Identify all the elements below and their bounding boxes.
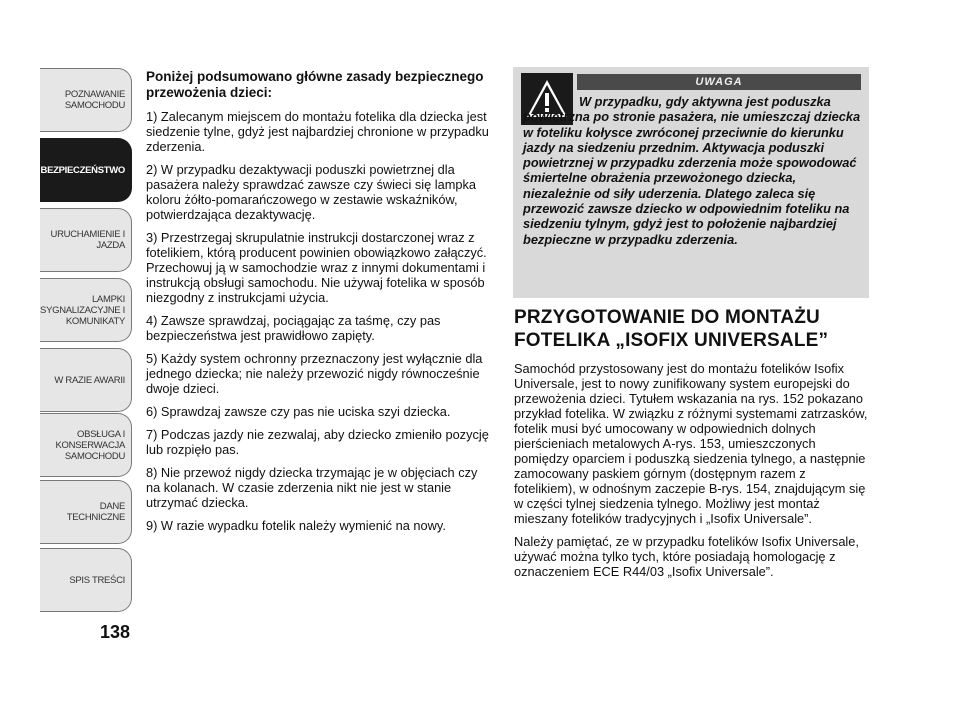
tab-w-razie-awarii[interactable]: W RAZIE AWARII — [40, 348, 132, 412]
section-heading: PRZYGOTOWANIE DO MONTAŻU FOTELIKA „ISOFIX UNIVERSALE” — [514, 307, 829, 351]
rules-intro: Poniżej podsumowano główne zasady bezpiecznego przewożenia dzieci: — [146, 69, 484, 100]
rule-item-3: 3) Przestrzegaj skrupulatnie instrukcji dostarczonej wraz z fotelikiem, którą producent powinien obowiązkowo załączyć. Przechowuj ją w samochodzie wraz z innymi dokumentami i instrukcją obsługi samochodu. Nie używaj fotelika w sposób niezgodny z instrukcjami użycia. — [146, 230, 487, 305]
isofix-section-body — [514, 361, 870, 587]
rule-item-9: 9) W razie wypadku fotelik należy wymienić na nowy. — [146, 518, 446, 533]
rule-item-8: 8) Nie przewoź nigdy dziecka trzymając je w objęciach czy na kolanach. W czasie zderzenia nikt nie jest w stanie utrzymać dziecka. — [146, 465, 478, 510]
tab-obsluga-i-konserwacja[interactable]: OBSŁUGA I KONSERWACJA SAMOCHODU — [40, 413, 132, 477]
warning-text: W przypadku, gdy aktywna jest poduszka powietrzna po stronie pasażera, nie umieszczaj dziecka w foteliku kołysce zwróconej przeciwnie do kierunku jazdy na siedzeniu przednim. Aktywacja poduszki powietrznej w przypadku zderzenia może spowodować śmiertelne obrażenia przewożonego dziecka, niezależnie od siły uderzenia. Dlatego zaleca się przewozić zawsze dziecko w odpowiednim foteliku na siedzeniu tylnym, gdyż jest to położenie najbardziej bezpieczne w przypadku zderzenia. — [523, 94, 861, 247]
page-number: 138 — [100, 622, 131, 642]
safety-rules-column — [146, 69, 494, 541]
rule-item-6: 6) Sprawdzaj zawsze czy pas nie uciska szyi dziecka. — [146, 404, 451, 419]
warning-box — [513, 67, 869, 298]
rule-item-2: 2) W przypadku dezaktywacji poduszki powietrznej dla pasażera należy sprawdzać zawsze czy świeci się lampka koloru żółto-pomarańczowego w zestawie wskaźników, potwierdzająca dezaktywację. — [146, 162, 477, 222]
warning-title: UWAGA — [577, 74, 861, 90]
tab-dane-techniczne[interactable]: DANE TECHNICZNE — [40, 480, 132, 544]
tab-spis-tresci[interactable]: SPIS TREŚCI — [40, 548, 132, 612]
rule-item-5: 5) Każdy system ochronny przeznaczony jest wyłącznie dla jednego dziecka; nie należy przewozić nigdy równocześnie dwoje dzieci. — [146, 351, 483, 396]
tab-uruchamienie-i-jazda[interactable]: URUCHAMIENIE I JAZDA — [40, 208, 132, 272]
isofix-paragraph-1: Samochód przystosowany jest do montażu fotelików Isofix Universale, jest to nowy zunifikowany system europejski do przewożenia dzieci. Tytułem wskazania na rys. 152 pokazano przykład fotelika. W związku z różnymi systemami zatrzasków, fotelik musi być umocowany w odpowiednich dolnych pierścieniach metalowych A-rys. 153, umieszczonych pomiędzy oparciem i poduszką siedzenia tylnego, a następnie zamocowany paskiem górnym (dostępnym razem z fotelikiem), w odnośnym zaczepie B-rys. 154, znajdującym się w części tylnej siedzenia tylnego. Możliwy jest montaż mieszany fotelików tradycyjnych i „Isofix Universale”. — [514, 361, 868, 526]
tab-poznawanie-samochodu[interactable]: POZNAWANIE SAMOCHODU — [40, 68, 132, 132]
rule-item-4: 4) Zawsze sprawdzaj, pociągając za taśmę, czy pas bezpieczeństwa jest prawidłowo zapięty. — [146, 313, 441, 343]
isofix-paragraph-2: Należy pamiętać, ze w przypadku fotelików Isofix Universale, używać można tylko tych, które posiadają homologację z oznaczeniem ECE R44/03 „Isofix Universale”. — [514, 534, 859, 579]
rule-item-7: 7) Podczas jazdy nie zezwalaj, aby dziecko zmieniło pozycję lub rozpięło pas. — [146, 427, 489, 457]
tab-lampki-sygnalizacyjne[interactable]: LAMPKI SYGNALIZACYJNE I KOMUNIKATY — [40, 278, 132, 342]
rule-item-1: 1) Zalecanym miejscem do montażu fotelika dla dziecka jest siedzenie tylne, gdyż jest najbardziej chronione w przypadku zderzenia. — [146, 109, 489, 154]
tab-bezpieczenstwo[interactable]: BEZPIECZEŃSTWO — [40, 138, 132, 202]
